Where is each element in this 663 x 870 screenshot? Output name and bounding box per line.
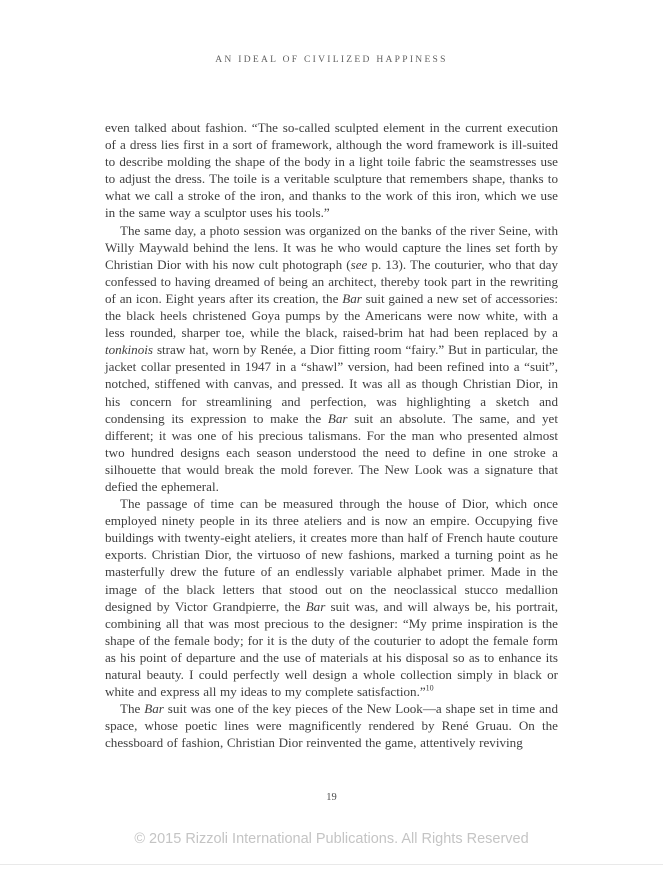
paragraph (105, 119, 558, 222)
body-text: suit was one of the key pieces of the New Look—a shape set in time and space, whose poetic lines were magnificently rendered by René Gruau. On the chessboard of fashion, Christian Dior reinvented the game, attentively reviving (105, 701, 558, 751)
body-text: The same day, a photo session was organized on the banks of the river Seine, with Willy Maywald behind the lens. It was he who would capture the lines set forth by Christian Dior with his now cult photograph ( (105, 222, 558, 272)
paragraph (105, 222, 558, 496)
body-text: The (120, 701, 145, 717)
body-text: suit an absolute. The same, and yet different; it was one of his precious talismans. For the man who presented almost two hundred designs each season understood the need to define in one stroke a silhouette that would break the mold forever. The New Look was a signature that defied the ephemeral. (105, 410, 558, 494)
body-text: p. 13). The couturier, who that day confessed to having dreamed of being an architect, thereby took part in the rewriting of an icon. Eight years after its creation, the (105, 256, 558, 306)
italic-text: Bar (327, 410, 348, 426)
running-header: AN IDEAL OF CIVILIZED HAPPINESS (215, 55, 448, 65)
italic-text: see (350, 256, 368, 272)
article (105, 119, 558, 751)
body-text: even talked about fashion. “The so-called sculpted element in the current execution of a dress lies first in a sort of framework, although the word framework is ill-suited to describe molding the shape of the body in a light toile fabric the seamstresses use to adjust the dress. The toile is a veritable sculpture that remembers shape, thanks to what we call a stroke of the iron, and thanks to the work of this iron, which we use in the same way a sculptor uses his tools.” (105, 120, 558, 221)
footnote-ref: 10 (425, 683, 434, 693)
italic-text: Bar (305, 598, 326, 614)
italic-text: Bar (342, 290, 362, 306)
paragraph (105, 495, 558, 700)
bottom-edge-line (0, 864, 663, 865)
copyright-watermark: © 2015 Rizzoli International Publications. All Rights Reserved (134, 831, 529, 847)
body-text: The passage of time can be measured through the house of Dior, which once employed ninety people in its three ateliers and is now an empire. Occupying five buildings with twenty-eight ateliers, it creates more than half of French haute couture exports. Christian Dior, the virtuoso of new fashions, marked a turning point as he masterfully drew the future of an endlessly variable alphabet primer. Made in the image of the black letters that stood out on the neoclassical stucco medallion designed by Victor Grandpierre, the (105, 496, 558, 614)
body-text: suit gained a new set of accessories: the black heels christened Goya pumps by the Americans were now white, with a less rounded, sharper toe, while the black, raised-brim hat had been replaced by a (105, 290, 558, 341)
italic-text: tonkinois (105, 342, 154, 358)
body-text: suit was, and will always be, his portrait, combining all that was most precious to the designer: “My prime inspiration is the shape of the female body; for it is the duty of the couturier to adopt the female form as his point of departure and the use of materials at his disposal so as to enhance its natural beauty. I could perfectly well design a whole collection simply in black or white and express all my ideas to my complete satisfaction.” (105, 598, 558, 700)
paragraph (105, 700, 558, 751)
body-text: straw hat, worn by Renée, a Dior fitting room “fairy.” But in particular, the jacket collar presented in 1947 in a “shawl” version, had been refined into a “suit”, notched, stiffened with canvas, and pressed. It was all as though Christian Dior, in his concern for streamlining and perfection, was highlighting a sketch and condensing its expression to make the (105, 342, 558, 426)
italic-text: Bar (144, 701, 164, 717)
page-number: 19 (326, 792, 337, 803)
